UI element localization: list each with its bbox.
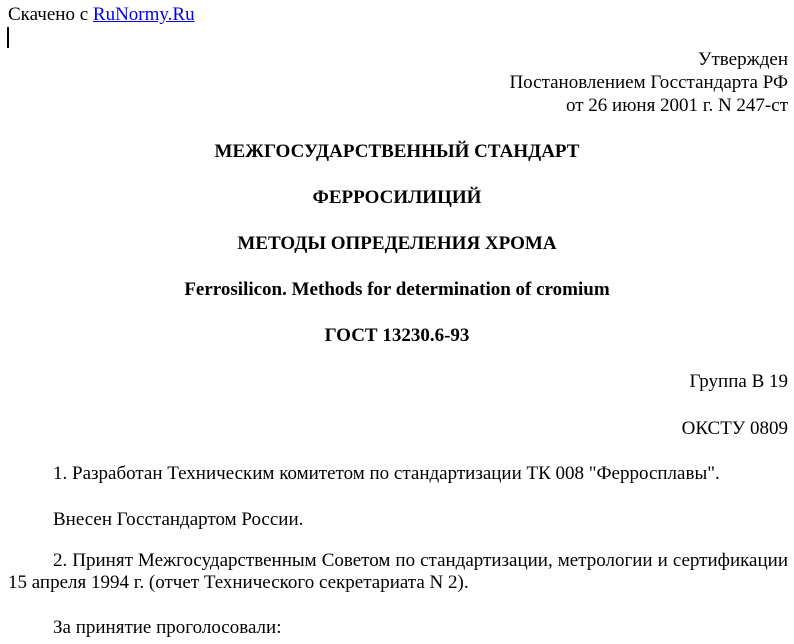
gost-code: ГОСТ 13230.6-93 (324, 325, 470, 346)
paragraph-introduced: Внесен Госстандартом России. (53, 509, 304, 530)
approval-line-3: от 26 июня 2001 г. N 247-ст (565, 95, 788, 116)
runormy-link[interactable]: RuNormy.Ru (92, 4, 195, 25)
group-label: Группа В 19 (689, 371, 788, 392)
english-title: Ferrosilicon. Methods for determination of cromium (184, 279, 610, 300)
okstu-label: ОКСТУ 0809 (681, 418, 788, 439)
paragraph-developed: 1. Разработан Техническим комитетом по стандартизации ТК 008 "Ферросплавы". (53, 463, 720, 484)
text-cursor (7, 27, 9, 48)
paragraph-adopted: 2. Принят Межгосударственным Советом по стандартизации, метрологии и сертификации 15 апреля 1994 г. (отчет Технического секретариата N 2). (8, 550, 788, 593)
approval-line-2: Постановлением Госстандарта РФ (509, 72, 788, 93)
material-heading: ФЕРРОСИЛИЦИЙ (312, 187, 482, 208)
paragraph-voted: За принятие проголосовали: (53, 617, 282, 638)
download-source (8, 4, 195, 26)
standard-type-heading: МЕЖГОСУДАРСТВЕННЫЙ СТАНДАРТ (214, 141, 580, 162)
methods-heading: МЕТОДЫ ОПРЕДЕЛЕНИЯ ХРОМА (237, 233, 557, 254)
download-prefix: Скачено с (8, 4, 93, 25)
approval-line-1: Утвержден (698, 49, 788, 70)
